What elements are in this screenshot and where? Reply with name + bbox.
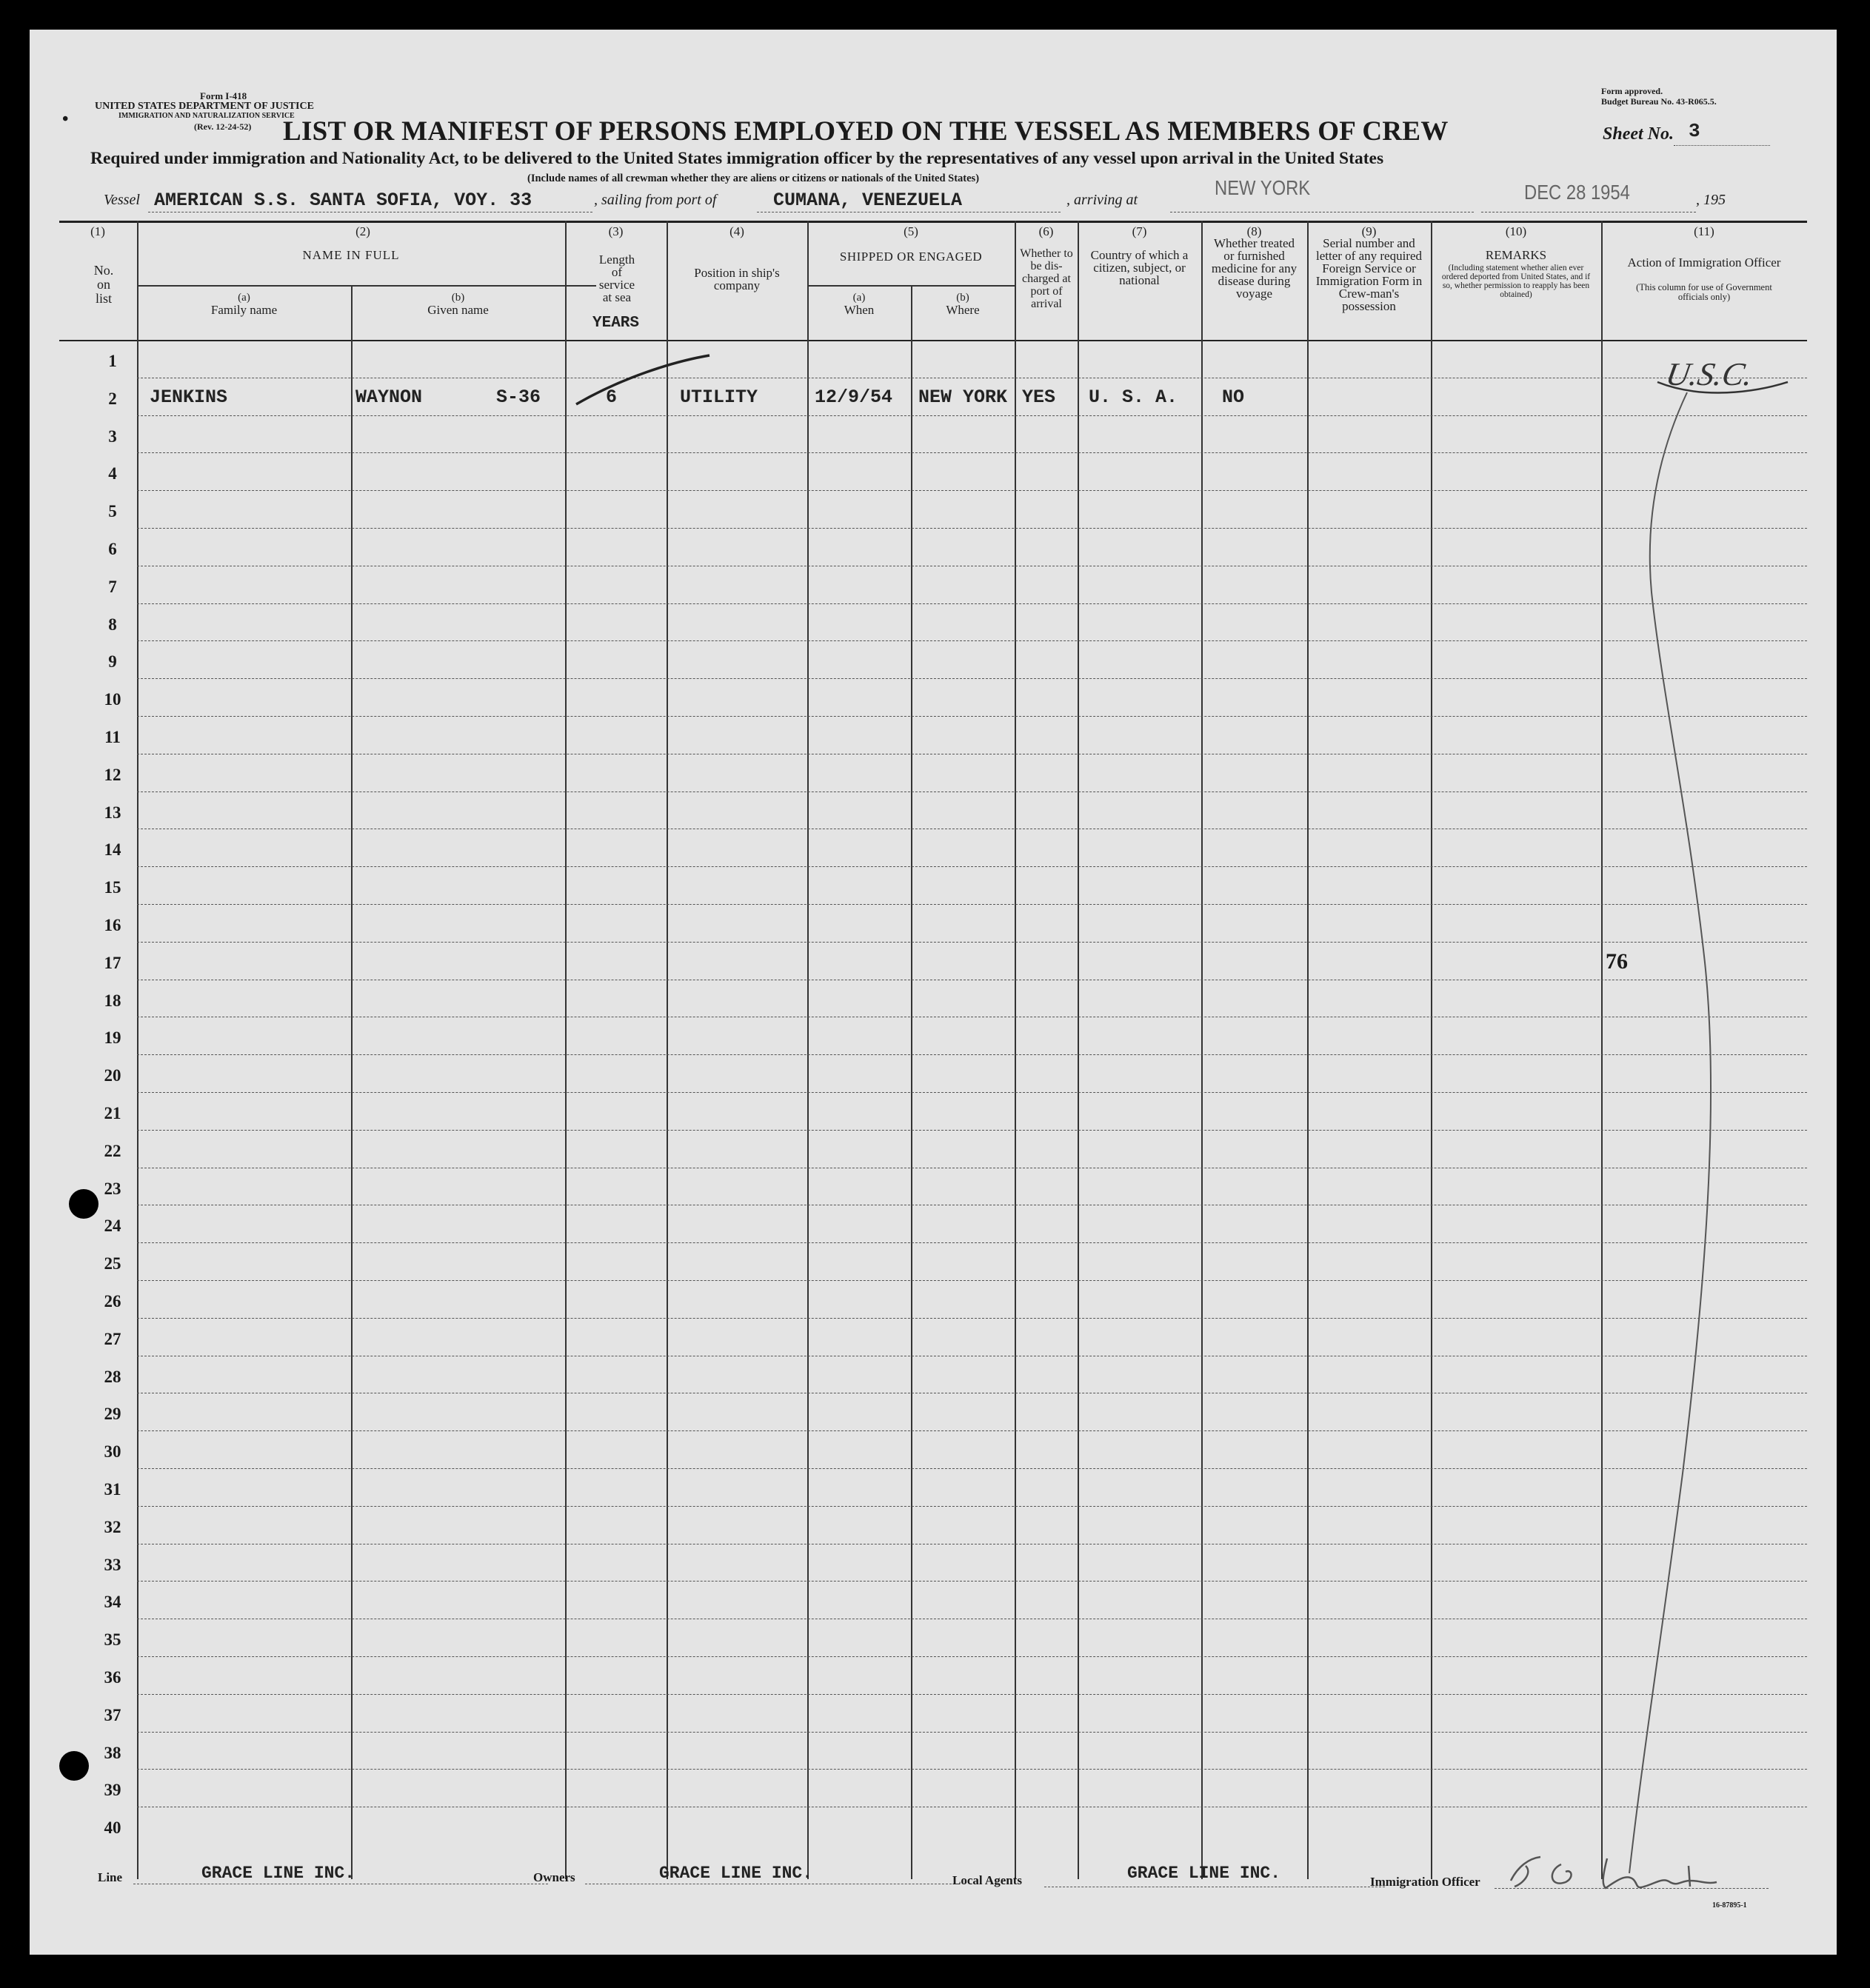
col9-label: Serial number and letter of any required Foreign Service or Immigration Form in Crew-man's possession xyxy=(1315,236,1423,313)
owners-label: Owners xyxy=(533,1870,575,1884)
col5b-number: (b) xyxy=(956,292,969,304)
sheet-label: Sheet No. xyxy=(1603,124,1674,144)
row-number: 12 xyxy=(104,765,121,784)
entry-shipped-where: NEW YORK xyxy=(918,386,1008,408)
col2a-number: (a) xyxy=(238,292,250,304)
col4-label: Position in ship's company xyxy=(694,266,780,292)
col7-label: Country of which a citizen, subject, or national xyxy=(1090,248,1189,287)
row-number: 37 xyxy=(104,1705,121,1724)
row-number: 17 xyxy=(104,953,121,972)
department-name: UNITED STATES DEPARTMENT OF JUSTICE xyxy=(95,101,314,112)
row-number: 19 xyxy=(104,1028,121,1048)
row-number: 18 xyxy=(104,991,121,1010)
row-number: 7 xyxy=(108,577,117,596)
manifest-sheet xyxy=(30,30,1837,1955)
row-number: 6 xyxy=(108,540,117,558)
row-number: 29 xyxy=(104,1405,121,1424)
row-number: 27 xyxy=(104,1329,121,1348)
col3-label: Length of service at sea xyxy=(598,252,635,304)
line-label: Line xyxy=(98,1870,123,1884)
col8-label: Whether treated or furnished medicine for any disease during voyage xyxy=(1211,236,1298,301)
row-number: 33 xyxy=(104,1555,121,1574)
col5-number: (5) xyxy=(904,224,918,238)
side-dot-mark: • xyxy=(62,110,69,129)
col5-label: SHIPPED OR ENGAGED xyxy=(839,250,983,264)
col1-label: No. on list xyxy=(93,263,114,306)
row-number: 20 xyxy=(104,1066,121,1085)
row-number: 3 xyxy=(108,426,117,446)
arriving-label: , arriving at xyxy=(1066,192,1138,208)
page-title: LIST OR MANIFEST OF PERSONS EMPLOYED ON THE VESSEL AS MEMBERS OF CREW xyxy=(283,116,1449,147)
row-number: 32 xyxy=(104,1517,121,1536)
sheet-number: 3 xyxy=(1689,120,1700,142)
row-number: 38 xyxy=(104,1743,121,1762)
vessel-name: AMERICAN S.S. SANTA SOFIA, VOY. 33 xyxy=(154,190,532,211)
punch-hole-bottom xyxy=(59,1751,89,1781)
row-number: 21 xyxy=(104,1104,121,1122)
punch-hole-top xyxy=(69,1189,98,1219)
row-number: 5 xyxy=(108,502,117,521)
col4-number: (4) xyxy=(729,224,744,238)
departure-port: CUMANA, VENEZUELA xyxy=(773,190,963,211)
ditto-pencil-line xyxy=(1629,392,1711,1873)
row-number: 16 xyxy=(104,916,121,934)
col2-number: (2) xyxy=(355,224,370,238)
row-number: 26 xyxy=(104,1292,121,1311)
row-number: 4 xyxy=(108,464,117,483)
col1-number: (1) xyxy=(90,224,105,238)
arrival-date-stamp: DEC 28 1954 xyxy=(1524,181,1630,204)
col10-label: REMARKS xyxy=(1485,248,1547,262)
print-code: 16-87895-1 xyxy=(1712,1901,1747,1910)
arrival-port-stamp: NEW YORK xyxy=(1215,176,1311,199)
col2b-number: (b) xyxy=(451,292,465,304)
row-number: 31 xyxy=(104,1480,121,1499)
officer-label: Immigration Officer xyxy=(1370,1875,1480,1889)
col2b-label: Given name xyxy=(427,303,489,317)
subtitle: Required under immigration and Nationality Act, to be delivered to the United States immigration officer by the representatives of any vessel upon arrival in the United States xyxy=(90,149,1384,168)
row-number: 9 xyxy=(108,652,117,672)
row-number: 23 xyxy=(104,1179,121,1198)
row-number: 40 xyxy=(104,1818,121,1838)
service-name: IMMIGRATION AND NATURALIZATION SERVICE xyxy=(118,112,295,120)
entry-country: U. S. A. xyxy=(1089,386,1178,408)
col10-subtext: (Including statement whether alien ever ordered deported from United States, and if so, whether permission to reapply has been obtained) xyxy=(1441,264,1591,299)
row-number: 34 xyxy=(104,1593,121,1612)
sailing-label: , sailing from port of xyxy=(594,192,717,208)
col3-unit: YEARS xyxy=(592,315,639,332)
col11-number: (11) xyxy=(1694,224,1714,238)
row-number: 36 xyxy=(104,1668,121,1687)
col3-number: (3) xyxy=(608,224,624,238)
entry-position: UTILITY xyxy=(680,386,758,408)
owners-company: GRACE LINE INC. xyxy=(659,1864,813,1883)
col5a-number: (a) xyxy=(852,292,866,304)
col7-number: (7) xyxy=(1132,224,1147,238)
col2a-label: Family name xyxy=(210,303,278,317)
col11-subtext: (This column for use of Government officials only) xyxy=(1636,282,1772,302)
agents-company: GRACE LINE INC. xyxy=(1127,1864,1281,1883)
vessel-label: Vessel xyxy=(104,192,140,208)
col10-number: (10) xyxy=(1505,224,1527,238)
col11-label: Action of Immigration Officer xyxy=(1627,255,1781,270)
row-number: 8 xyxy=(108,615,117,634)
row-number: 1 xyxy=(108,352,117,370)
entry-code: S-36 xyxy=(496,386,541,408)
row-number: 2 xyxy=(108,389,117,408)
line-company: GRACE LINE INC. xyxy=(201,1864,355,1883)
form-revision: (Rev. 12-24-52) xyxy=(194,121,252,132)
entry-given-name: WAYNON xyxy=(355,386,423,408)
col5b-label: Where xyxy=(946,303,980,317)
row-number: 24 xyxy=(104,1216,121,1236)
budget-bureau: Budget Bureau No. 43-R065.5. xyxy=(1601,96,1717,107)
handwritten-marks xyxy=(30,30,1837,1955)
row-number: 14 xyxy=(104,840,121,860)
row17-number: 76 xyxy=(1606,949,1628,974)
row-number: 25 xyxy=(104,1254,121,1274)
officer-signature xyxy=(1503,1844,1770,1895)
agents-label: Local Agents xyxy=(952,1873,1022,1887)
row-number: 39 xyxy=(104,1781,121,1800)
col6-label: Whether to be dis-charged at port of arrival xyxy=(1020,247,1073,310)
row-number: 35 xyxy=(104,1630,121,1650)
entry-shipped-when: 12/9/54 xyxy=(815,386,893,408)
form-number: Form I-418 xyxy=(200,90,247,101)
year-suffix: , 195 xyxy=(1696,192,1726,208)
entry-family-name: JENKINS xyxy=(150,386,228,408)
row-number: 28 xyxy=(104,1367,121,1386)
row-number: 22 xyxy=(104,1141,121,1160)
service-strike-mark xyxy=(576,355,709,404)
col8-number: (8) xyxy=(1246,224,1262,238)
form-approved: Form approved. xyxy=(1601,86,1663,96)
row-number: 13 xyxy=(104,803,121,822)
row-number: 10 xyxy=(104,690,121,709)
col6-number: (6) xyxy=(1038,224,1054,238)
col9-number: (9) xyxy=(1361,224,1377,238)
col5a-label: When xyxy=(844,303,875,317)
row-number: 30 xyxy=(104,1442,121,1462)
col2-label: NAME IN FULL xyxy=(302,248,400,262)
row-number: 15 xyxy=(104,878,121,897)
entry-discharged: YES xyxy=(1022,386,1056,408)
entry-medicine: NO xyxy=(1222,386,1245,408)
entry-service-years: 6 xyxy=(606,386,618,408)
instruction-note: (Include names of all crewman whether they are aliens or citizens or nationals of the United States) xyxy=(527,173,980,184)
officer-mark: U.S.C. xyxy=(1663,356,1756,392)
row-number: 11 xyxy=(104,728,121,746)
